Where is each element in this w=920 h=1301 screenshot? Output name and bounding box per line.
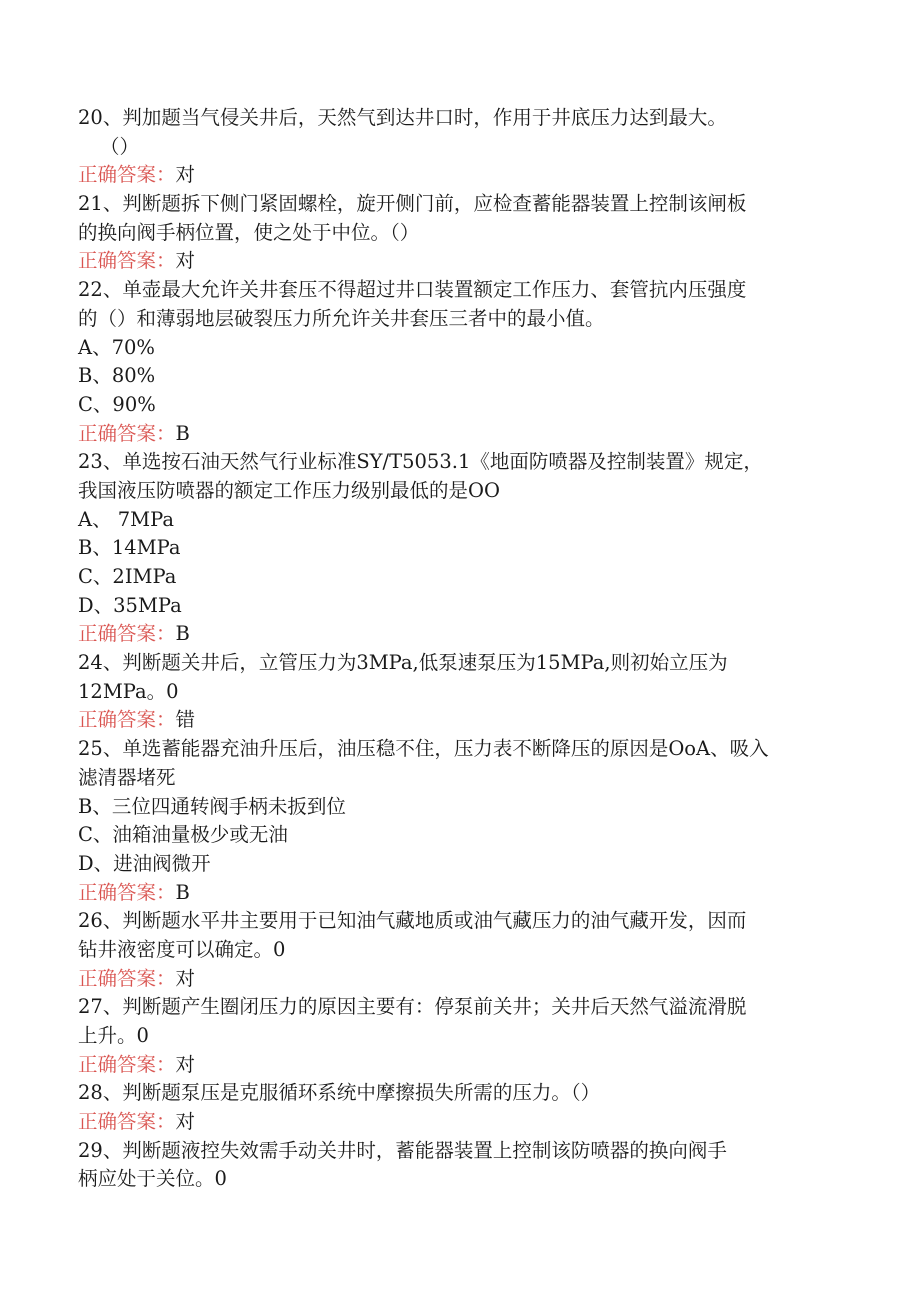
option-a: A、70% (78, 335, 155, 359)
question-text: 27、判断题产生圈闭压力的原因主要有：停泵前关井；关井后天然气溢流滑脱 (78, 995, 747, 1019)
question-24 (78, 649, 838, 735)
answer-label: 正确答案： (78, 622, 176, 646)
question-text: 的换向阀手柄位置，使之处于中位。（） (78, 220, 420, 244)
answer-line (78, 879, 838, 908)
answer-line (78, 247, 838, 276)
question-23 (78, 448, 838, 649)
answer-line (78, 965, 838, 994)
answer-label: 正确答案： (78, 708, 176, 732)
question-text: 柄应处于关位。0 (78, 1167, 227, 1191)
answer-label: 正确答案： (78, 163, 176, 187)
answer-value: 对 (175, 249, 196, 273)
option-b: B、80% (78, 364, 156, 388)
question-28 (78, 1079, 838, 1136)
question-text: 24、判断题关井后，立管压力为3MPa,低泵速泵压为15MPa,则初始立压为 (78, 651, 728, 675)
question-text: 20、判加题当气侵关井后，天然气到达井口时，作用于井底压力达到最大。 (78, 106, 727, 129)
answer-label: 正确答案： (78, 880, 176, 904)
option-c: C、90% (78, 392, 156, 416)
question-text: 22、单壶最大允许关井套压不得超过井口装置额定工作压力、套管抗内压强度 (78, 278, 747, 302)
option-b: B、14MPa (78, 536, 181, 560)
answer-label: 正确答案： (78, 1110, 176, 1134)
answer-line (78, 1051, 838, 1080)
answer-value: B (175, 880, 190, 904)
answer-value: 对 (175, 1110, 196, 1134)
answer-label: 正确答案： (78, 249, 176, 273)
answer-line (78, 1108, 838, 1137)
option-d: D、进油阀微开 (78, 851, 211, 875)
answer-value: 对 (175, 163, 196, 187)
answer-value: 对 (175, 966, 196, 990)
question-text: 滤清器堵死 (78, 765, 176, 789)
answer-value: 对 (175, 1052, 196, 1076)
question-text: 的（）和薄弱地层破裂压力所允许关井套压三者中的最小值。 (78, 306, 605, 330)
answer-label: 正确答案： (78, 1052, 176, 1076)
answer-value: B (175, 421, 190, 445)
question-22 (78, 276, 838, 448)
option-c: C、油箱油量极少或无油 (78, 823, 288, 847)
question-21 (78, 190, 838, 276)
option-a: A、 7MPa (78, 507, 175, 531)
question-text: 上升。0 (78, 1024, 149, 1047)
question-27 (78, 993, 838, 1079)
answer-line (78, 161, 838, 190)
option-d: D、35MPa (78, 593, 182, 617)
option-b: B、三位四通转阀手柄未扳到位 (78, 794, 346, 818)
option-c: C、2IMPa (78, 565, 177, 588)
question-text: 26、判断题水平井主要用于已知油气藏地质或油气藏压力的油气藏开发，因而 (78, 909, 747, 933)
answer-value: 错 (175, 708, 196, 732)
question-text: 我国液压防喷器的额定工作压力级别最低的是OO (78, 478, 500, 502)
answer-line (78, 620, 838, 649)
answer-label: 正确答案： (78, 421, 176, 445)
question-text: （） (100, 134, 140, 158)
question-25 (78, 735, 838, 907)
question-text: 29、判断题液控失效需手动关井时，蓄能器装置上控制该防喷器的换向阀手 (78, 1138, 727, 1162)
question-29 (78, 1137, 838, 1194)
document-page (78, 104, 838, 1194)
question-text: 12MPa。0 (78, 679, 179, 703)
question-text: 25、单选蓄能器充油升压后，油压稳不住，压力表不断降压的原因是OoA、吸入 (78, 737, 769, 761)
answer-line (78, 706, 838, 735)
question-text: 21、判断题拆下侧门紧固螺栓，旋开侧门前，应检查蓄能器装置上控制该闸板 (78, 192, 747, 216)
answer-value: B (175, 622, 190, 646)
question-text: 23、单选按石油天然气行业标准SY/T5053.1《地面防喷器及控制装置》规定， (78, 450, 763, 474)
question-20 (78, 104, 838, 190)
answer-line (78, 420, 838, 449)
question-text: 28、判断题泵压是克服循环系统中摩擦损失所需的压力。（） (78, 1081, 601, 1105)
question-26 (78, 907, 838, 993)
question-text: 钻井液密度可以确定。0 (78, 937, 286, 961)
answer-label: 正确答案： (78, 966, 176, 990)
